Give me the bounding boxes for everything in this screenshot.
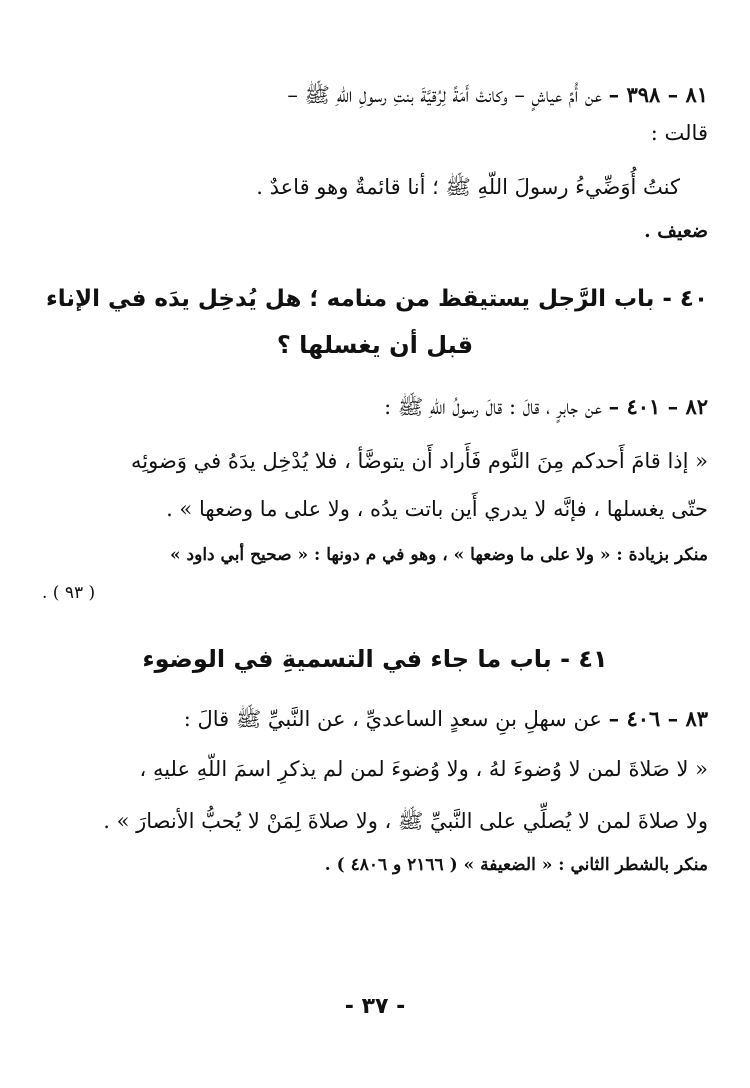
chapter-40-title-line-1: ٤٠ - باب الرَّجل يستيقظ من منامه ؛ هل يُدخِل يدَه في الإناء — [46, 286, 708, 312]
hadith-83-grade: منكر بالشطر الثاني : « الضعيفة » ( ٢١٦٦ و ٤٨٠٦ ) . — [324, 855, 708, 875]
hadith-81-isnad: عن أُمِّ عياشٍ – وكانتْ أَمَةً لِرُقيَّةَ بنتِ رسولِ اللّهِ ﷺ – — [287, 83, 602, 107]
chapter-40-title-line-2: قبل أن يغسلها ؟ — [276, 331, 474, 359]
hadith-81-line-1 — [42, 80, 708, 110]
hadith-81-number: ٨١ – ٣٩٨ – — [608, 82, 708, 107]
hadith-83-line-1 — [42, 704, 708, 734]
hadith-82-line-1 — [42, 392, 708, 422]
hadith-83-isnad: عن سهلِ بنِ سعدٍ الساعديِّ ، عن النَّبيِّ ﷺ قالَ : — [183, 707, 602, 731]
hadith-81-line-2: قالت : — [650, 121, 708, 145]
hadith-82-grade-line-1: منكر بزيادة : « ولا على ما وضعها » ، وهو في م دونها : « صحيح أبي داود » — [170, 545, 708, 565]
hadith-82-number: ٨٢ – ٤٠١ – — [608, 394, 708, 419]
hadith-83-number: ٨٣ – ٤٠٦ – — [608, 706, 708, 731]
hadith-82-grade-line-2: ( ٩٣ ) . — [42, 583, 96, 603]
chapter-41-title: ٤١ - باب ما جاء في التسميةِ في الوضوء — [142, 645, 608, 673]
hadith-81-matn: كنتُ أُوَضِّيءُ رسولَ اللّهِ ﷺ ؛ أنا قائمةٌ وهو قاعدٌ . — [256, 175, 680, 199]
hadith-82-matn-line-2: حتّى يغسلها ، فإنَّه لا يدري أَين باتت يدُه ، ولا على ما وضعها » . — [166, 497, 708, 521]
hadith-83-matn-line-1: « لا صَلاةَ لمن لا وُضوءَ لهُ ، ولا وُضوءَ لمن لم يذكرِ اسمَ اللّهِ عليهِ ، — [139, 757, 708, 781]
hadith-82-matn-line-1: « إذا قامَ أَحدكم مِنَ النَّوم فَأَراد أَن يتوضَّأ ، فلا يُدْخِل يدَهُ في وَضوئِه — [131, 449, 708, 473]
hadith-82-isnad: عن جابرٍ ، قالَ : قالَ رسولُ اللهِ ﷺ : — [384, 395, 602, 419]
page-number: - ٣٧ - — [344, 994, 406, 1019]
hadith-81-grade: ضعيف . — [644, 220, 708, 242]
hadith-83-matn-line-2: ولا صلاةَ لمن لا يُصلِّي على النَّبيِّ ﷺ ، ولا صلاةَ لِمَنْ لا يُحبُّ الأنصارَ » . — [103, 809, 708, 833]
